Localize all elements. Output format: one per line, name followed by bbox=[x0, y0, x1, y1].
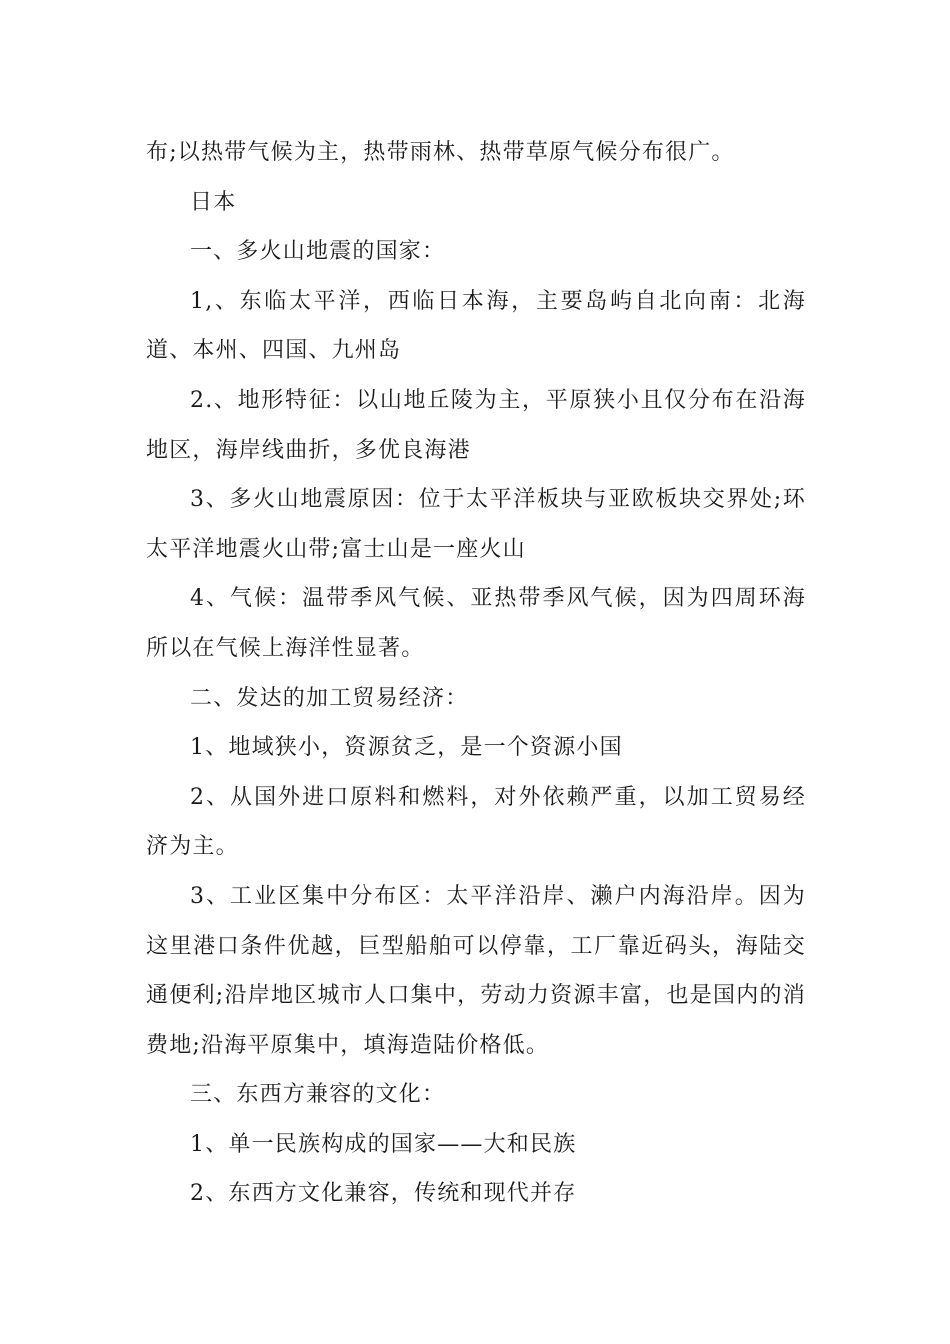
paragraph-continuation: 布;以热带气候为主，热带雨林、热带草原气候分布很广。 bbox=[146, 140, 735, 165]
paragraph-culture-blend: 2、东西方文化兼容，传统和现代并存 bbox=[190, 1181, 577, 1207]
paragraph-terrain: 2.、地形特征：以山地丘陵为主，平原狭小且仅分布在沿海地区，海岸线曲折，多优良海港 bbox=[146, 387, 806, 463]
paragraph-volcano-cause: 3、多火山地震原因：位于太平洋板块与亚欧板块交界处;环太平洋地震火山带;富士山是一座火山 bbox=[146, 487, 806, 562]
paragraph-resources: 1、地域狭小，资源贫乏，是一个资源小国 bbox=[190, 735, 623, 761]
paragraph-imports: 2、从国外进口原料和燃料，对外依赖严重，以加工贸易经济为主。 bbox=[146, 784, 806, 860]
paragraph-industrial-zones: 3、工业区集中分布区：太平洋沿岸、濑户内海沿岸。因为这里港口条件优越，巨型船舶可以停靠，工厂靠近码头，海陆交通便利;沿岸地区城市人口集中，劳动力资源丰富，也是国内的消费地;沿海平原集中，填海造陆价格低。 bbox=[146, 883, 806, 1058]
heading-trade-economy: 二、发达的加工贸易经济： bbox=[190, 685, 469, 711]
paragraph-ethnicity: 1、单一民族构成的国家——大和民族 bbox=[190, 1131, 577, 1157]
document-body bbox=[146, 128, 806, 1219]
heading-volcano-earthquake: 一、多火山地震的国家： bbox=[190, 239, 446, 265]
paragraph-climate: 4、气候：温带季风气候、亚热带季风气候，因为四周环海所以在气候上海洋性显著。 bbox=[146, 586, 806, 661]
heading-culture: 三、东西方兼容的文化： bbox=[190, 1082, 446, 1108]
paragraph-location: 1,、东临太平洋，西临日本海，主要岛屿自北向南：北海道、本州、四国、九州岛 bbox=[146, 288, 806, 364]
section-heading-japan: 日本 bbox=[190, 189, 237, 215]
